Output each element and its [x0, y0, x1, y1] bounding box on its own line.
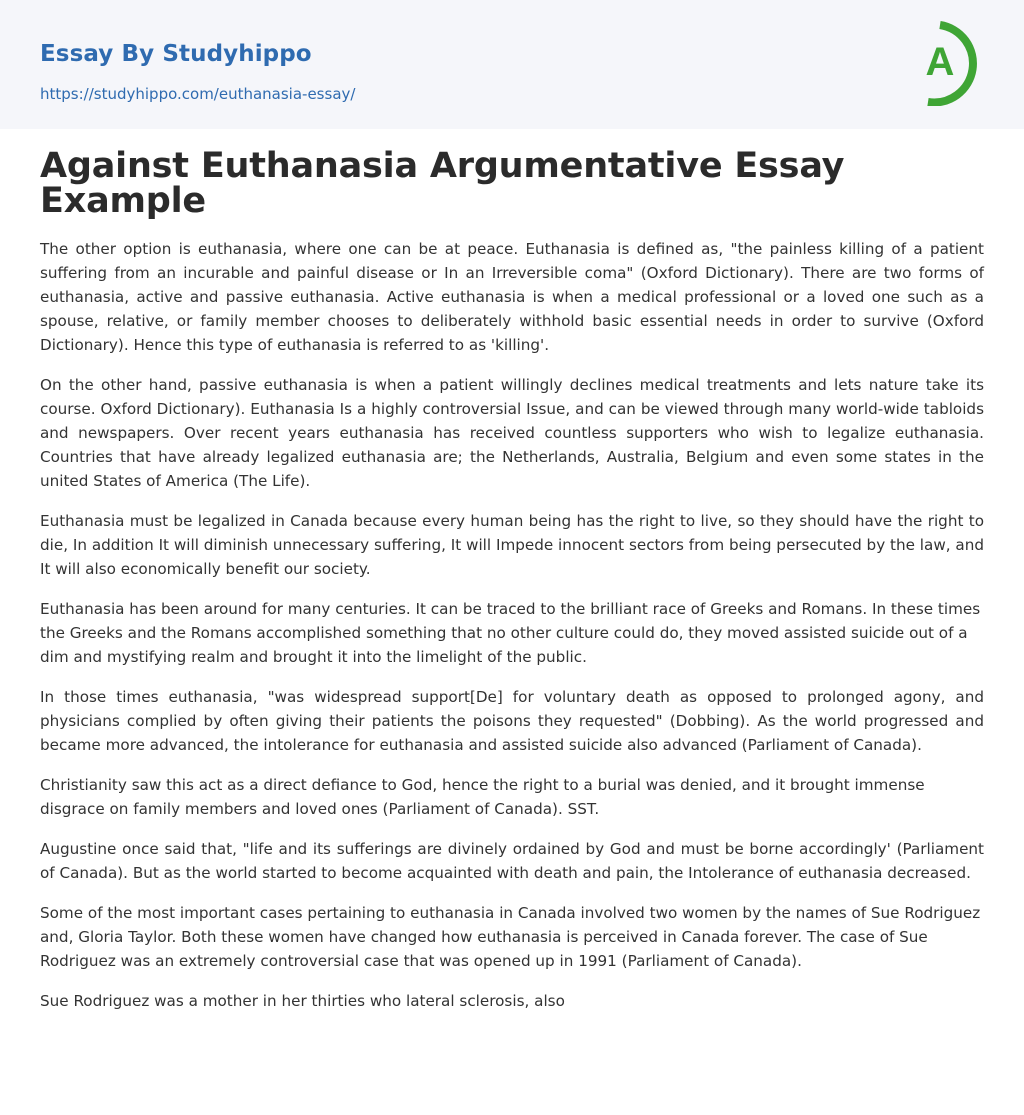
- logo-letter: A: [925, 40, 955, 84]
- site-brand[interactable]: Essay By Studyhippo: [40, 41, 312, 67]
- essay-paragraph: On the other hand, passive euthanasia is when a patient willingly declines medical treatments and lets nature take its course. Oxford Dictionary). Euthanasia Is a highly controversial Issue, and can be viewed through many world-wide tabloids and newspapers. Over recent years euthanasia has received countless supporters who wish to legalize euthanasia. Countries that have already legalized euthanasia are; the Netherlands, Australia, Belgium and even some states in the united States of America (The Life).: [40, 376, 984, 490]
- essay-paragraph: In those times euthanasia, "was widespread support[De] for voluntary death as opposed to prolonged agony, and physicians complied by often giving their patients the poisons they requested" (Dobbing). As the world progressed and became more advanced, the intolerance for euthanasia and assisted suicide also advanced (Parliament of Canada).: [40, 688, 984, 754]
- site-header: [0, 0, 1024, 129]
- essay-paragraph: Some of the most important cases pertaining to euthanasia in Canada involved two women by the names of Sue Rodriguez and, Gloria Taylor. Both these women have changed how euthanasia is perceived in Canada forever. The case of Sue Rodriguez was an extremely controversial case that was opened up in 1991 (Parliament of Canada).: [40, 904, 981, 970]
- essay-paragraph: Euthanasia must be legalized in Canada because every human being has the right to live, so they should have the right to die, In addition It will diminish unnecessary suffering, It will Impede innocent sectors from being persecuted by the law, and It will also economically benefit our society.: [40, 512, 984, 578]
- essay-title: Against Euthanasia Argumentative Essay Example: [40, 146, 845, 221]
- essay-article: [40, 146, 984, 1029]
- studyhippo-logo-icon[interactable]: [912, 18, 986, 106]
- essay-url-link[interactable]: https://studyhippo.com/euthanasia-essay/: [40, 85, 356, 103]
- essay-paragraph: Sue Rodriguez was a mother in her thirties who lateral sclerosis, also: [40, 992, 565, 1010]
- essay-paragraph: The other option is euthanasia, where one can be at peace. Euthanasia is defined as, "the painless killing of a patient suffering from an incurable and painful disease or In an Irreversible coma" (Oxford Dictionary). There are two forms of euthanasia, active and passive euthanasia. Active euthanasia is when a medical professional or a loved one such as a spouse, relative, or family member chooses to deliberately withhold basic essential needs in order to survive (Oxford Dictionary). Hence this type of euthanasia is referred to as 'killing'.: [40, 240, 984, 354]
- essay-paragraph: Christianity saw this act as a direct defiance to God, hence the right to a burial was denied, and it brought immense disgrace on family members and loved ones (Parliament of Canada). SST.: [40, 776, 925, 818]
- essay-paragraph: Augustine once said that, "life and its sufferings are divinely ordained by God and must be borne accordingly' (Parliament of Canada). But as the world started to become acquainted with death and pain, the Intolerance of euthanasia decreased.: [40, 840, 984, 882]
- essay-paragraph: Euthanasia has been around for many centuries. It can be traced to the brilliant race of Greeks and Romans. In these times the Greeks and the Romans accomplished something that no other culture could do, they moved assisted suicide out of a dim and mystifying realm and brought it into the limelight of the public.: [40, 600, 981, 666]
